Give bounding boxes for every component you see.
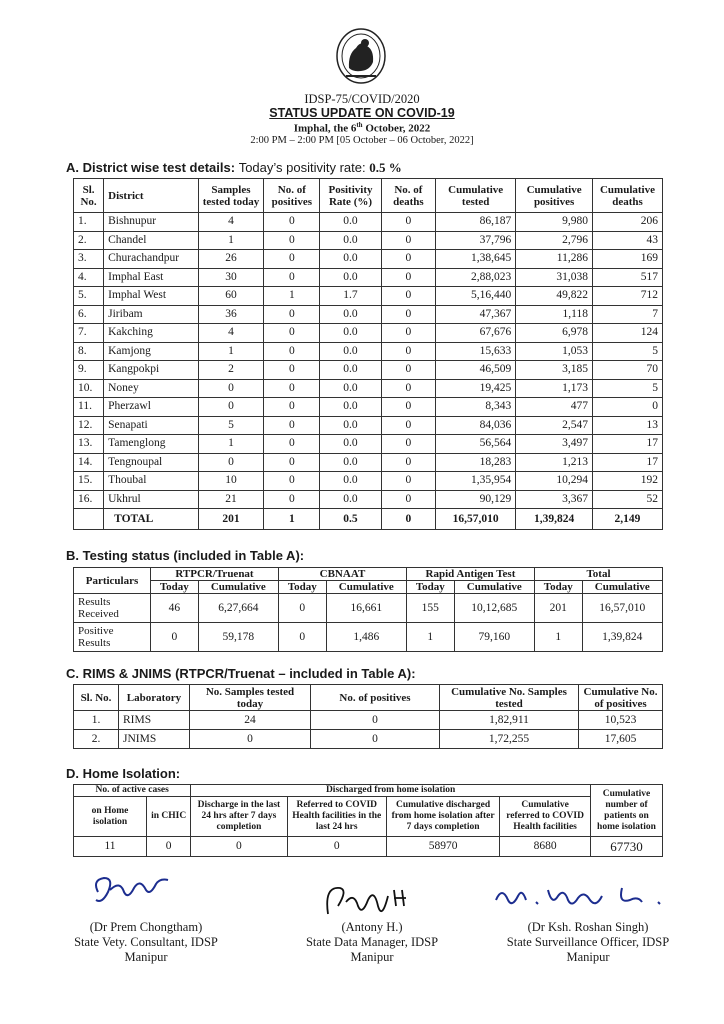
table-cell: Kakching <box>104 324 198 343</box>
place-date: Imphal, the 6th October, 2022 <box>293 121 431 135</box>
table-row <box>74 472 663 491</box>
table-cell: 56,564 <box>436 435 516 454</box>
table-cell: 12. <box>74 416 104 435</box>
table-cell: 1 <box>198 435 264 454</box>
signature-roshan-singh <box>492 880 692 912</box>
table-cell: Jiribam <box>104 305 198 324</box>
table-cell: 1. <box>74 711 119 730</box>
table-row <box>74 379 663 398</box>
table-cell: 30 <box>198 268 264 287</box>
table-cell: 0.0 <box>320 250 381 269</box>
table-cell: 124 <box>592 324 662 343</box>
table-cell: 37,796 <box>436 231 516 250</box>
table-cell: Imphal East <box>104 268 198 287</box>
table-cell: 0.0 <box>320 490 381 509</box>
table-cell: 1,39,824 <box>516 509 593 530</box>
table-cell: 2 <box>198 361 264 380</box>
col-positives: No. of positives <box>264 179 320 213</box>
table-cell: 0.0 <box>320 453 381 472</box>
table-cell: 13. <box>74 435 104 454</box>
district-test-table <box>73 178 663 530</box>
table-cell: 90,129 <box>436 490 516 509</box>
table-cell: 1 <box>198 342 264 361</box>
table-cell: 1,82,911 <box>440 711 579 730</box>
table-cell: 4 <box>198 213 264 232</box>
table-cell: 10. <box>74 379 104 398</box>
active-cases-header: No. of active cases <box>74 785 191 797</box>
col-cumulative-tested: Cumulative tested <box>436 179 516 213</box>
table-row <box>74 231 663 250</box>
subhead: Cumulative <box>582 581 662 594</box>
table-cell: 0 <box>381 361 435 380</box>
table-cell: 0 <box>311 730 440 749</box>
table-row <box>74 623 663 652</box>
table-cell: 10,523 <box>579 711 663 730</box>
signatory-name: (Dr Ksh. Roshan Singh) <box>527 920 649 934</box>
table-cell: 4 <box>198 324 264 343</box>
table-cell: 5 <box>198 416 264 435</box>
table-cell: 0.0 <box>320 268 381 287</box>
total-row <box>74 509 663 530</box>
table-cell: 0 <box>264 361 320 380</box>
table-cell: 0.0 <box>320 231 381 250</box>
table-cell: Ukhrul <box>104 490 198 509</box>
table-cell: 169 <box>592 250 662 269</box>
table-cell: Pherzawl <box>104 398 198 417</box>
table-cell: Results Received <box>74 594 151 623</box>
table-row <box>74 305 663 324</box>
table-cell: 0 <box>264 305 320 324</box>
cumulative-patients-header: Cumulative number of patients on home isolation <box>590 785 662 837</box>
subhead-chic: in CHIC <box>147 797 191 837</box>
table-cell: 1,173 <box>516 379 593 398</box>
group-rapid-antigen: Rapid Antigen Test <box>406 568 534 581</box>
table-cell: 0.0 <box>320 342 381 361</box>
table-cell: 0 <box>264 453 320 472</box>
table-cell: Noney <box>104 379 198 398</box>
reference-number: IDSP-75/COVID/2020 <box>304 92 420 106</box>
table-cell: 0 <box>264 416 320 435</box>
subhead-referred-24h: Referred to COVID Health facilities in the last 24 hrs <box>287 797 386 837</box>
time-range: 2:00 PM – 2:00 PM [05 October – 06 October, 2022] <box>250 135 474 146</box>
signatory-name: (Dr Prem Chongtham) <box>89 920 203 934</box>
table-cell: 2,88,023 <box>436 268 516 287</box>
table-cell: 0.0 <box>320 379 381 398</box>
table-cell: 0 <box>381 435 435 454</box>
subhead: Today <box>278 581 326 594</box>
table-cell: 0 <box>278 623 326 652</box>
table-row <box>74 324 663 343</box>
col-sl-no: Sl. No. <box>74 179 104 213</box>
table-cell: 46 <box>151 594 199 623</box>
table-cell: 7. <box>74 324 104 343</box>
signatory-place: Manipur <box>124 950 168 964</box>
table-cell: 0.0 <box>320 435 381 454</box>
table-row <box>74 416 663 435</box>
table-cell: 2,149 <box>592 509 662 530</box>
table-cell: 2,796 <box>516 231 593 250</box>
signatory-2 <box>262 920 482 965</box>
table-cell: 6,978 <box>516 324 593 343</box>
signature-prem-chongtham <box>90 870 180 910</box>
table-cell: 11. <box>74 398 104 417</box>
table-cell: 10,12,685 <box>454 594 534 623</box>
table-cell: 43 <box>592 231 662 250</box>
table-cell: 0 <box>151 623 199 652</box>
col-cumulative-positives: Cumulative No. of positives <box>579 685 663 711</box>
table-cell: Positive Results <box>74 623 151 652</box>
table-cell: 0.0 <box>320 472 381 491</box>
table-cell: 3. <box>74 250 104 269</box>
table-cell: 0 <box>198 379 264 398</box>
table-cell: 60 <box>198 287 264 306</box>
table-cell: 192 <box>592 472 662 491</box>
table-cell: 47,367 <box>436 305 516 324</box>
cell: 67730 <box>590 837 662 857</box>
table-cell: 1,72,255 <box>440 730 579 749</box>
signatory-name: (Antony H.) <box>341 920 403 934</box>
table-cell: 1. <box>74 213 104 232</box>
subhead-cumulative-discharged: Cumulative discharged from home isolation after 7 days completion <box>386 797 499 837</box>
table-cell: 0.0 <box>320 361 381 380</box>
table-cell: 0 <box>264 490 320 509</box>
table-cell: 2. <box>74 730 119 749</box>
table-cell: 70 <box>592 361 662 380</box>
subhead: Today <box>534 581 582 594</box>
table-cell: 16,57,010 <box>582 594 662 623</box>
table-cell: 86,187 <box>436 213 516 232</box>
table-cell: 31,038 <box>516 268 593 287</box>
signatory-place: Manipur <box>566 950 610 964</box>
table-cell: 0.5 <box>320 509 381 530</box>
table-cell: 18,283 <box>436 453 516 472</box>
table-row <box>74 268 663 287</box>
table-cell: 0 <box>381 379 435 398</box>
table-cell: Senapati <box>104 416 198 435</box>
table-cell: 201 <box>198 509 264 530</box>
table-row <box>74 594 663 623</box>
table-cell: 0 <box>264 231 320 250</box>
table-cell: 1,213 <box>516 453 593 472</box>
table-cell: 24 <box>190 711 311 730</box>
table-cell: TOTAL <box>104 509 198 530</box>
table-cell: 0 <box>198 453 264 472</box>
table-cell: 0 <box>264 472 320 491</box>
col-sl-no: Sl. No. <box>74 685 119 711</box>
table-cell: 0 <box>264 398 320 417</box>
table-row <box>74 250 663 269</box>
table-cell: 8. <box>74 342 104 361</box>
table-cell: 201 <box>534 594 582 623</box>
cell: 0 <box>147 837 191 857</box>
subhead-discharge-24h: Discharge in the last 24 hrs after 7 days completion <box>191 797 287 837</box>
table-cell: 0.0 <box>320 416 381 435</box>
signatory-title: State Surveillance Officer, IDSP <box>506 935 670 949</box>
table-cell: JNIMS <box>119 730 190 749</box>
subhead-home-isolation: on Home isolation <box>74 797 147 837</box>
subhead: Cumulative <box>326 581 406 594</box>
table-cell: 10,294 <box>516 472 593 491</box>
table-cell: 26 <box>198 250 264 269</box>
table-cell: 1 <box>264 287 320 306</box>
col-samples-today: Samples tested today <box>198 179 264 213</box>
table-cell: 0.0 <box>320 324 381 343</box>
table-cell: 16. <box>74 490 104 509</box>
col-positives: No. of positives <box>311 685 440 711</box>
table-cell: 19,425 <box>436 379 516 398</box>
table-cell: 5. <box>74 287 104 306</box>
table-cell: 6,27,664 <box>198 594 278 623</box>
table-cell: 59,178 <box>198 623 278 652</box>
table-cell: 17 <box>592 435 662 454</box>
group-total: Total <box>534 568 662 581</box>
subhead-cumulative-referred: Cumulative referred to COVID Health facilities <box>500 797 591 837</box>
table-cell: 2,547 <box>516 416 593 435</box>
table-cell: 0 <box>264 250 320 269</box>
table-cell: 7 <box>592 305 662 324</box>
table-cell: 0 <box>264 213 320 232</box>
table-cell: Kamjong <box>104 342 198 361</box>
table-cell: 15,633 <box>436 342 516 361</box>
table-cell: 67,676 <box>436 324 516 343</box>
table-cell: 1,053 <box>516 342 593 361</box>
table-cell: 11,286 <box>516 250 593 269</box>
table-cell: Thoubal <box>104 472 198 491</box>
table-cell: 0 <box>381 509 435 530</box>
table-cell: 1,38,645 <box>436 250 516 269</box>
subhead: Cumulative <box>454 581 534 594</box>
table-cell: 79,160 <box>454 623 534 652</box>
section-b-heading: B. Testing status (included in Table A): <box>66 548 305 563</box>
table-cell: 1 <box>534 623 582 652</box>
table-cell: 0 <box>381 472 435 491</box>
subhead: Today <box>151 581 199 594</box>
signatory-place: Manipur <box>350 950 394 964</box>
document-title: STATUS UPDATE ON COVID-19 <box>269 106 455 120</box>
table-cell: 0.0 <box>320 398 381 417</box>
signature-antony <box>318 876 428 926</box>
signatory-title: State Vety. Consultant, IDSP <box>74 935 218 949</box>
table-cell: 5 <box>592 379 662 398</box>
subhead: Today <box>406 581 454 594</box>
table-cell: 0 <box>381 453 435 472</box>
table-cell: 46,509 <box>436 361 516 380</box>
cell: 0 <box>191 837 287 857</box>
table-cell: 36 <box>198 305 264 324</box>
table-cell: 0 <box>381 287 435 306</box>
table-cell: 477 <box>516 398 593 417</box>
col-laboratory: Laboratory <box>119 685 190 711</box>
table-cell: 21 <box>198 490 264 509</box>
table-cell: 10 <box>198 472 264 491</box>
table-cell: 0 <box>381 398 435 417</box>
table-cell: 0 <box>381 416 435 435</box>
table-cell: 0 <box>264 379 320 398</box>
table-cell: RIMS <box>119 711 190 730</box>
col-particulars: Particulars <box>74 568 151 594</box>
table-cell: 0 <box>278 594 326 623</box>
table-cell: 0.0 <box>320 213 381 232</box>
table-row <box>74 287 663 306</box>
table-cell: 84,036 <box>436 416 516 435</box>
table-row <box>74 398 663 417</box>
table-cell: 0 <box>381 490 435 509</box>
col-samples-today: No. Samples tested today <box>190 685 311 711</box>
table-cell: 0 <box>381 250 435 269</box>
table-cell: 3,497 <box>516 435 593 454</box>
table-row <box>74 730 663 749</box>
col-district: District <box>104 179 198 213</box>
signatory-1 <box>36 920 256 965</box>
table-cell: 6. <box>74 305 104 324</box>
table-row <box>74 435 663 454</box>
table-cell: 5,16,440 <box>436 287 516 306</box>
table-cell: 13 <box>592 416 662 435</box>
table-cell: 0 <box>381 213 435 232</box>
table-row <box>74 342 663 361</box>
group-rtpcr: RTPCR/Truenat <box>151 568 279 581</box>
table-cell: 0 <box>381 268 435 287</box>
table-cell: 0 <box>381 324 435 343</box>
table-cell: 0 <box>198 398 264 417</box>
table-cell: 0 <box>592 398 662 417</box>
table-cell: 0 <box>190 730 311 749</box>
table-cell: 17 <box>592 453 662 472</box>
subhead: Cumulative <box>198 581 278 594</box>
table-cell: Chandel <box>104 231 198 250</box>
table-cell: 4. <box>74 268 104 287</box>
testing-status-table <box>73 567 663 652</box>
discharged-header: Discharged from home isolation <box>191 785 591 797</box>
signatory-3 <box>478 920 698 965</box>
section-d-heading: D. Home Isolation: <box>66 766 181 781</box>
table-cell: Bishnupur <box>104 213 198 232</box>
table-cell: 0 <box>264 342 320 361</box>
table-row <box>74 711 663 730</box>
table-cell: Tamenglong <box>104 435 198 454</box>
table-cell: 1,118 <box>516 305 593 324</box>
state-emblem-icon <box>334 28 388 88</box>
table-cell: 0 <box>311 711 440 730</box>
col-cumulative-samples: Cumulative No. Samples tested <box>440 685 579 711</box>
table-cell: 17,605 <box>579 730 663 749</box>
table-cell: 8,343 <box>436 398 516 417</box>
table-cell: 49,822 <box>516 287 593 306</box>
table-cell: 9,980 <box>516 213 593 232</box>
home-isolation-table <box>73 784 663 857</box>
table-cell: 1 <box>198 231 264 250</box>
table-row <box>74 490 663 509</box>
table-cell: 5 <box>592 342 662 361</box>
table-cell: Kangpokpi <box>104 361 198 380</box>
table-cell: 16,57,010 <box>436 509 516 530</box>
table-cell: 206 <box>592 213 662 232</box>
table-cell: 155 <box>406 594 454 623</box>
table-cell: 0 <box>264 435 320 454</box>
table-cell: 52 <box>592 490 662 509</box>
table-cell: 3,367 <box>516 490 593 509</box>
table-cell: 712 <box>592 287 662 306</box>
table-cell: Tengnoupal <box>104 453 198 472</box>
table-cell <box>74 509 104 530</box>
table-cell: 3,185 <box>516 361 593 380</box>
table-row <box>74 361 663 380</box>
table-cell: Imphal West <box>104 287 198 306</box>
col-cumulative-positives: Cumulative positives <box>516 179 593 213</box>
table-cell: 0.0 <box>320 305 381 324</box>
cell: 11 <box>74 837 147 857</box>
table-cell: 0 <box>264 324 320 343</box>
table-cell: 1.7 <box>320 287 381 306</box>
table-cell: 1,39,824 <box>582 623 662 652</box>
table-row <box>74 453 663 472</box>
table-cell: 0 <box>264 268 320 287</box>
table-cell: 15. <box>74 472 104 491</box>
table-cell: 2. <box>74 231 104 250</box>
table-row <box>74 213 663 232</box>
table-cell: Churachandpur <box>104 250 198 269</box>
col-cumulative-deaths: Cumulative deaths <box>592 179 662 213</box>
table-cell: 14. <box>74 453 104 472</box>
cell: 8680 <box>500 837 591 857</box>
table-cell: 0 <box>381 305 435 324</box>
table-cell: 517 <box>592 268 662 287</box>
table-cell: 1,35,954 <box>436 472 516 491</box>
group-cbnaat: CBNAAT <box>278 568 406 581</box>
table-cell: 16,661 <box>326 594 406 623</box>
table-cell: 9. <box>74 361 104 380</box>
cell: 58970 <box>386 837 499 857</box>
rims-jnims-table <box>73 684 663 749</box>
table-cell: 0 <box>381 231 435 250</box>
signatory-title: State Data Manager, IDSP <box>305 935 439 949</box>
table-cell: 1,486 <box>326 623 406 652</box>
section-a-heading: A. District wise test details: Today’s positivity rate: 0.5 % <box>66 160 402 175</box>
table-cell: 1 <box>406 623 454 652</box>
table-cell: 0 <box>381 342 435 361</box>
table-cell: 1 <box>264 509 320 530</box>
col-positivity-rate: Positivity Rate (%) <box>320 179 381 213</box>
col-deaths: No. of deaths <box>381 179 435 213</box>
section-c-heading: C. RIMS & JNIMS (RTPCR/Truenat – included in Table A): <box>66 666 416 681</box>
cell: 0 <box>287 837 386 857</box>
